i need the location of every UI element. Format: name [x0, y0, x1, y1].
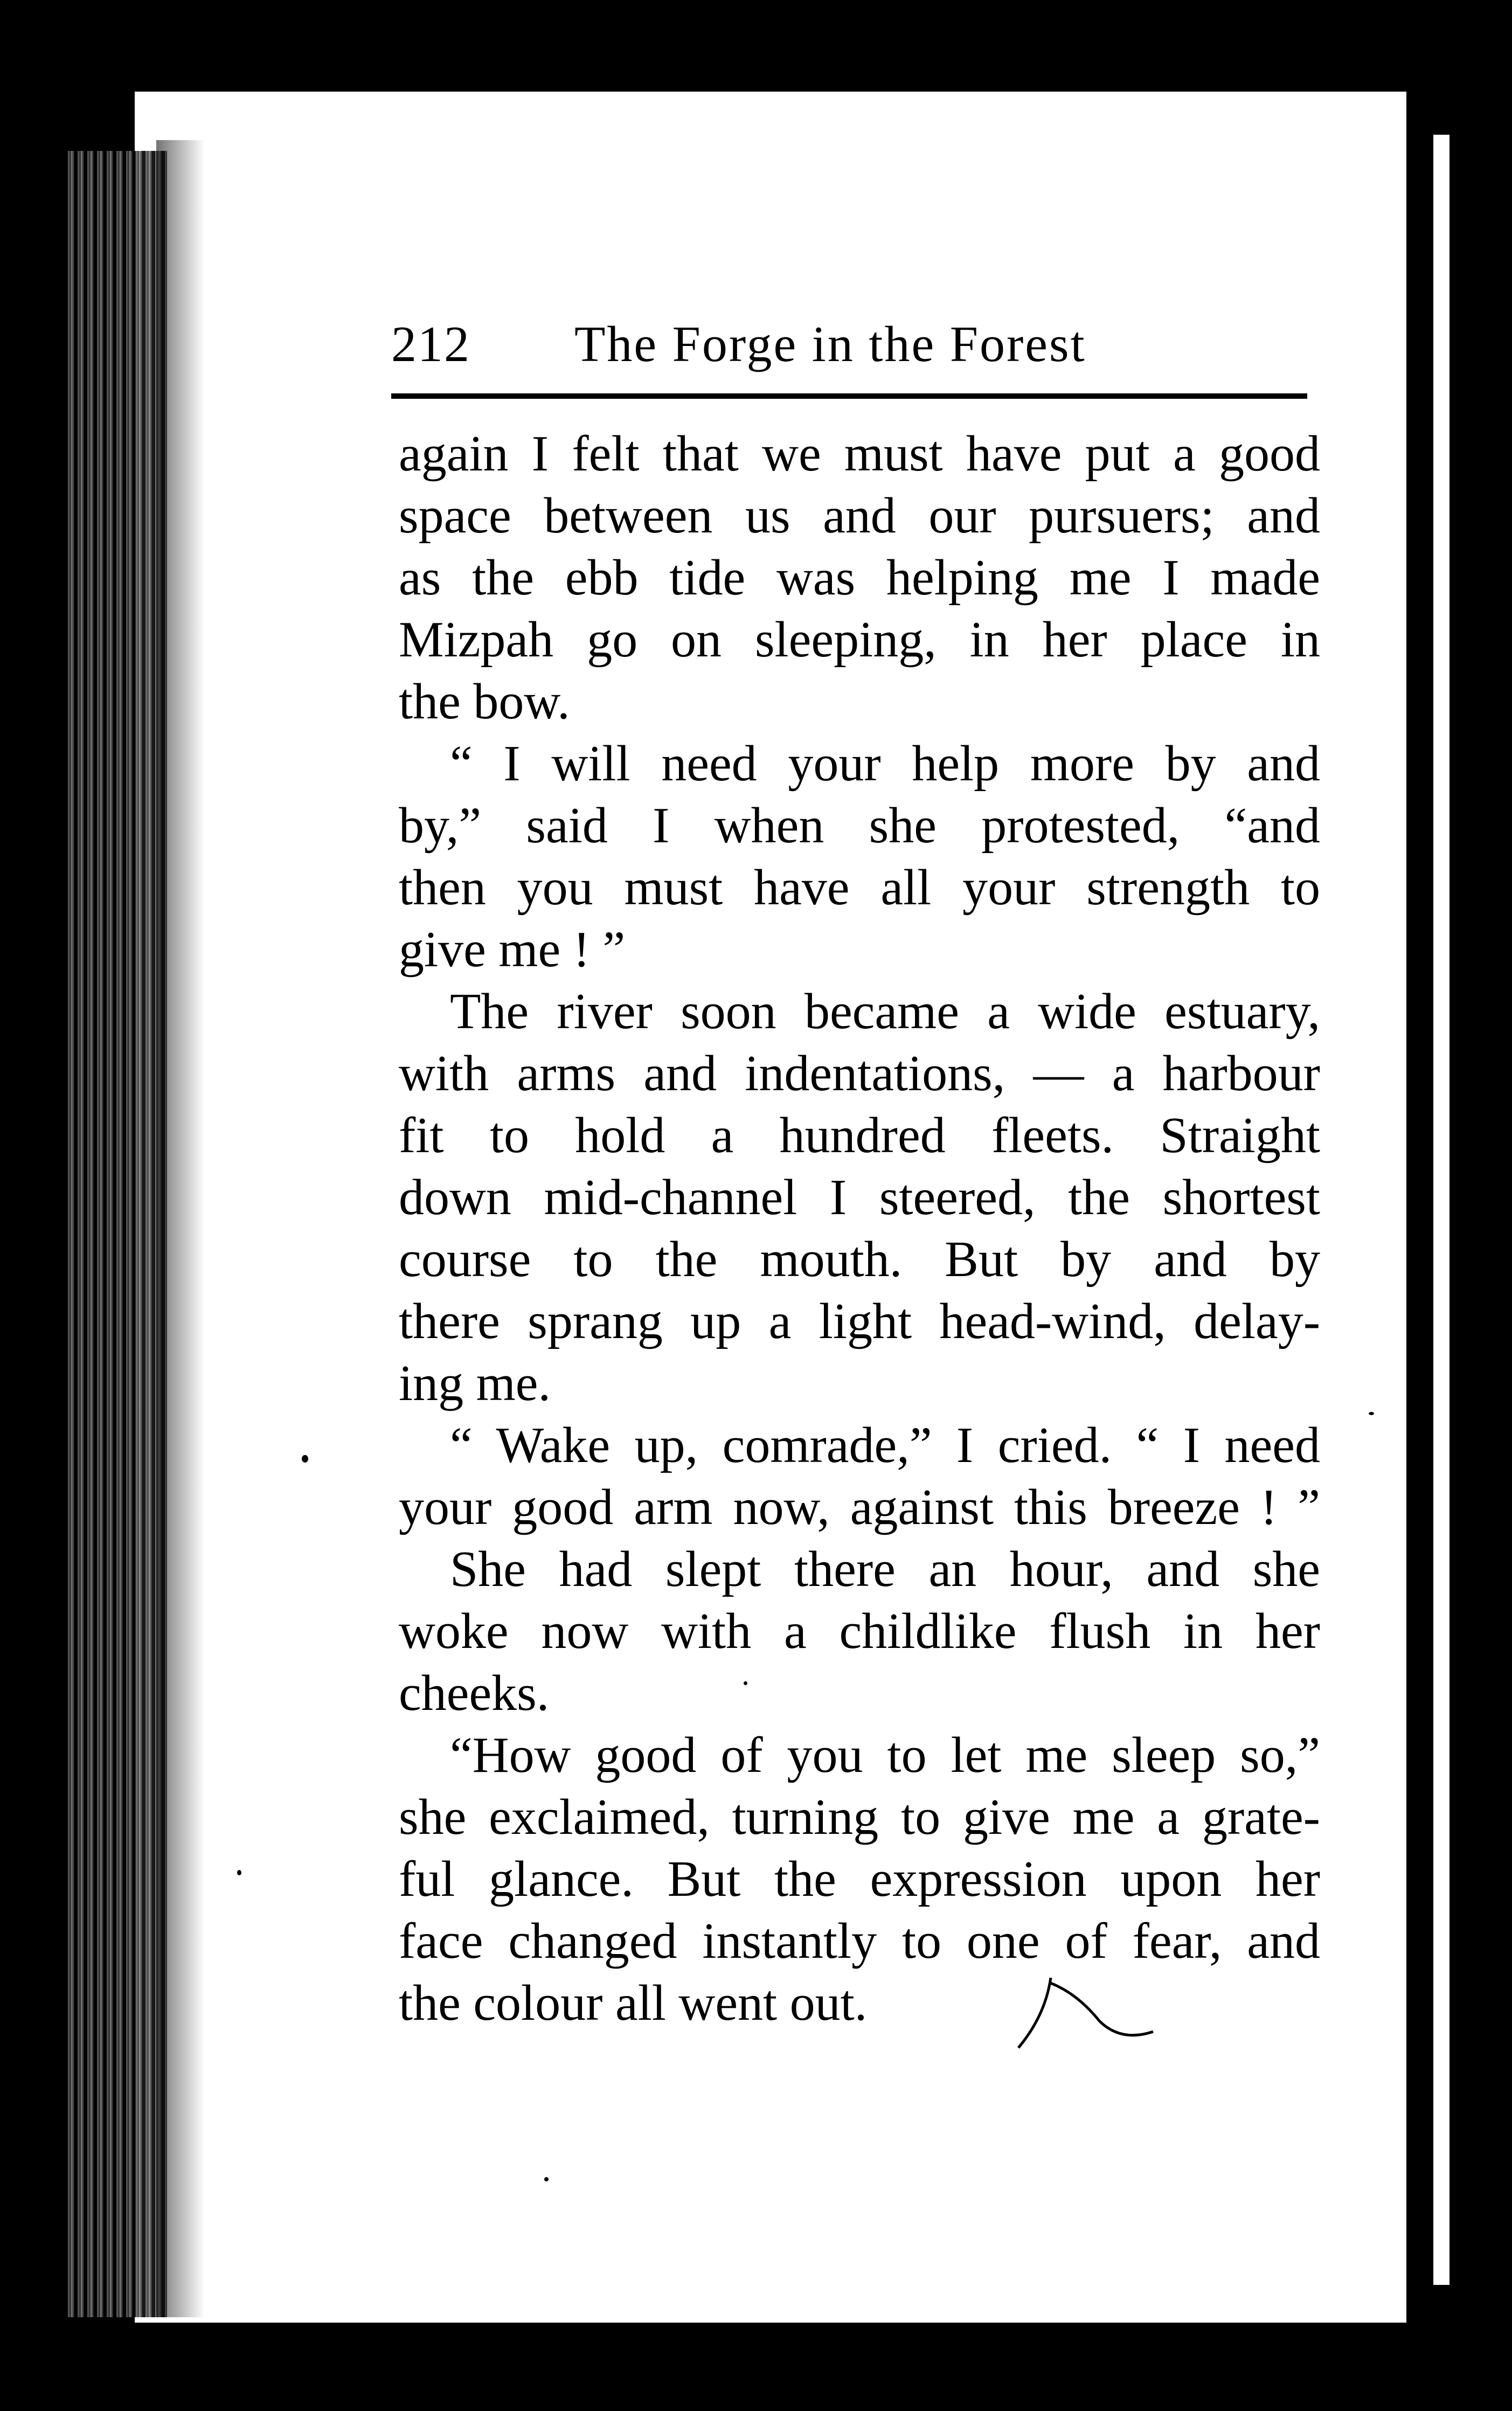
text-line: ing me.: [399, 1355, 551, 1411]
text-line: woke now with a childlike flush in her: [399, 1603, 1320, 1659]
pen-mark: [1013, 1972, 1239, 2053]
scan-speck: [1369, 1412, 1374, 1415]
text-line: again I felt that we must have put a good: [399, 426, 1320, 482]
text-line: “ I will need your help more by and: [450, 736, 1320, 792]
scan-speck: [302, 1455, 308, 1463]
text-line: down mid-channel I steered, the shortest: [399, 1169, 1320, 1225]
text-line: then you must have all your strength to: [399, 860, 1320, 916]
body-text: [399, 423, 1320, 2034]
text-line: the colour all went out.: [399, 1975, 868, 2031]
gutter-shadow: [156, 140, 205, 2317]
text-line: give me ! ”: [399, 922, 626, 978]
facing-page-edge: [1433, 135, 1449, 2285]
text-line: fit to hold a hundred fleets. Straight: [399, 1107, 1320, 1163]
text-line: with arms and indentations, — a harbour: [399, 1045, 1320, 1101]
text-line: there sprang up a light head-wind, delay-: [399, 1293, 1320, 1349]
text-line: cheeks.: [399, 1665, 550, 1721]
text-line: ful glance. But the expression upon her: [399, 1851, 1320, 1907]
text-line: The river soon became a wide estuary,: [450, 983, 1320, 1040]
text-line: as the ebb tide was helping me I made: [399, 550, 1320, 606]
header-rule: [391, 393, 1307, 399]
text-line: “How good of you to let me sleep so,”: [450, 1727, 1320, 1783]
text-line: your good arm now, against this breeze ! ”: [399, 1479, 1320, 1535]
book-title: The Forge in the Forest: [574, 316, 1086, 372]
text-line: course to the mouth. But by and by: [399, 1231, 1320, 1287]
text-line: by,” said I when she protested, “and: [399, 798, 1320, 854]
text-line: she exclaimed, turning to give me a grate-: [399, 1789, 1320, 1845]
text-line: “ Wake up, comrade,” I cried. “ I need: [450, 1417, 1320, 1473]
scan-speck: [237, 1870, 241, 1875]
book-binding-gutter: [65, 151, 167, 2317]
text-line: the bow.: [399, 674, 570, 730]
text-line: Mizpah go on sleeping, in her place in: [399, 612, 1320, 668]
text-line: She had slept there an hour, and she: [450, 1541, 1320, 1597]
running-head: [391, 315, 1305, 380]
text-line: face changed instantly to one of fear, and: [399, 1913, 1320, 1969]
scan-speck: [544, 2177, 549, 2181]
page-number: 212: [391, 316, 470, 372]
text-line: space between us and our pursuers; and: [399, 488, 1320, 544]
scan-speck: [744, 1681, 747, 1685]
